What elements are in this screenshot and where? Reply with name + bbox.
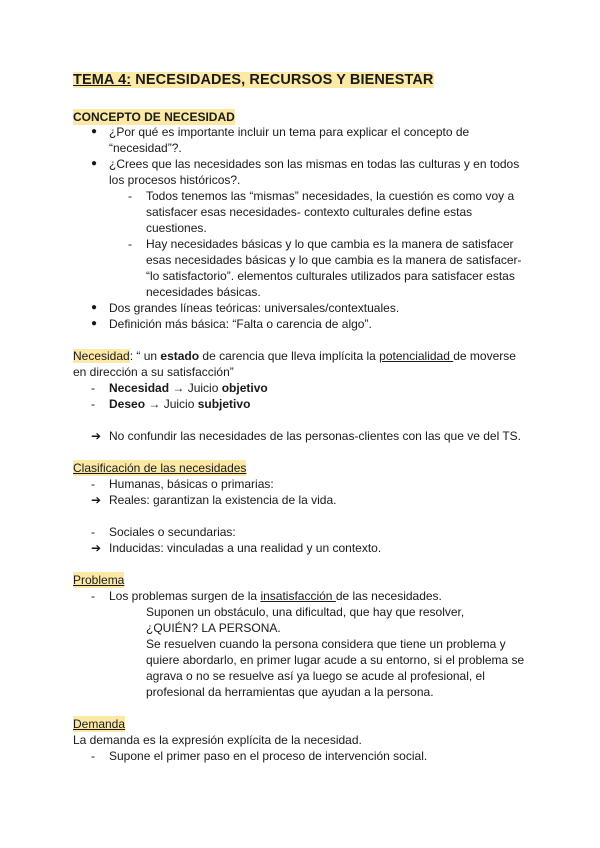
concepto-sub-1-line-1: Todos tenemos las “mismas” necesidades, la cuestión es como voy a [146, 189, 515, 203]
dash-icon: - [91, 749, 95, 763]
problema-line-1 [109, 588, 442, 604]
dash-icon: - [128, 237, 132, 251]
problema-line-4: Se resuelven cuando la persona considera que tiene un problema y [146, 637, 506, 651]
necesidad-note: No confundir las necesidades de las personas-clientes con las que ve del TS. [109, 429, 522, 443]
clasificacion-item-1: Humanas, básicas o primarias: [109, 477, 274, 491]
problema-line-6: agrava o no se resuelve así ya luego se acude al profesional, el [146, 669, 485, 683]
concepto-sub-2-line-4: necesidades básicas. [146, 285, 261, 299]
arrow-right-icon: ➔ [91, 429, 102, 443]
clasificacion-heading: Clasificación de las necesidades [73, 461, 247, 475]
problema-heading: Problema [73, 573, 125, 587]
title-rest: NECESIDADES, RECURSOS Y BIENESTAR [131, 72, 434, 88]
necesidad-item-2-end: subjetivo [197, 397, 251, 411]
concepto-sub-1-line-3: cuestiones. [146, 221, 207, 235]
clasificacion-item-2: Reales: garantizan la existencia de la vida. [109, 493, 337, 507]
necesidad-item-1-term: Necesidad [109, 381, 170, 395]
necesidad-definition-line-1 [73, 348, 516, 364]
necesidad-text-3: de moverse [453, 349, 516, 363]
necesidad-item-2-mid: → Juicio [145, 397, 198, 411]
bullet-icon: ● [91, 158, 98, 169]
problema-insatisfaccion: insatisfacción [260, 589, 336, 603]
concepto-bullet-4: Definición más básica: “Falta o carencia de algo”. [109, 317, 372, 331]
necesidad-estado: estado [160, 349, 200, 363]
necesidad-item-1-mid: → Juicio [169, 381, 222, 395]
concepto-sub-1-line-2: satisfacer esas necesidades- contexto culturales define estas [146, 205, 473, 219]
concepto-heading: CONCEPTO DE NECESIDAD [73, 110, 235, 124]
necesidad-text-2: de carencia que lleva implícita la [199, 349, 380, 363]
dash-icon: - [91, 397, 95, 411]
problema-line-1-a: Los problemas surgen de la [109, 589, 261, 603]
title-prefix: TEMA 4: [73, 72, 132, 88]
clasificacion-item-3: Sociales o secundarias: [109, 525, 236, 539]
necesidad-label: Necesidad [73, 349, 130, 363]
demanda-item: Supone el primer paso en el proceso de intervención social. [109, 749, 428, 763]
necesidad-item-2-term: Deseo [109, 397, 146, 411]
necesidad-potencialidad: potencialidad [379, 349, 454, 363]
problema-line-1-c: de las necesidades. [335, 589, 442, 603]
concepto-bullet-1-line-1: ¿Por qué es importante incluir un tema para explicar el concepto de [109, 125, 470, 139]
bullet-icon: ● [91, 126, 98, 137]
dash-icon: - [91, 381, 95, 395]
arrow-right-icon: ➔ [91, 493, 102, 507]
clasificacion-item-4: Inducidas: vinculadas a una realidad y un contexto. [109, 541, 382, 555]
problema-line-5: quiere abordarlo, en primer lugar acude a su entorno, si el problema se [146, 653, 525, 667]
arrow-right-icon: ➔ [91, 541, 102, 555]
dash-icon: - [91, 525, 95, 539]
dash-icon: - [128, 189, 132, 203]
concepto-bullet-3: Dos grandes líneas teóricas: universales/contextuales. [109, 301, 400, 315]
problema-line-2: Suponen un obstáculo, una dificultad, que hay que resolver, [146, 605, 465, 619]
necesidad-item-1 [109, 380, 268, 396]
concepto-bullet-2-line-1: ¿Crees que las necesidades son las mismas en todas las culturas y en todos [109, 157, 520, 171]
demanda-paragraph: La demanda es la expresión explícita de la necesidad. [73, 733, 362, 747]
necesidad-item-1-end: objetivo [221, 381, 268, 395]
necesidad-text-1: : “ un [129, 349, 161, 363]
concepto-sub-2-line-1: Hay necesidades básicas y lo que cambia es la manera de satisfacer [146, 237, 514, 251]
concepto-bullet-2-line-2: los procesos históricos?. [109, 173, 241, 187]
bullet-icon: ● [91, 302, 98, 313]
concepto-bullet-1-line-2: “necesidad”?. [109, 141, 182, 155]
concepto-sub-2-line-3: “lo satisfactorio”. elementos culturales utilizados para satisfacer estas [146, 269, 515, 283]
necesidad-definition-line-2: en dirección a su satisfacción” [73, 365, 234, 379]
problema-line-7: profesional da herramientas que ayudan a la persona. [146, 685, 434, 699]
dash-icon: - [91, 589, 95, 603]
page-title [73, 72, 434, 88]
necesidad-item-2 [109, 396, 250, 412]
bullet-icon: ● [91, 318, 98, 329]
demanda-heading: Demanda [73, 717, 126, 731]
dash-icon: - [91, 477, 95, 491]
concepto-sub-2-line-2: esas necesidades básicas y lo que cambia es la manera de satisfacer- [146, 253, 522, 267]
problema-line-3: ¿QUIÉN? LA PERSONA. [146, 621, 281, 635]
